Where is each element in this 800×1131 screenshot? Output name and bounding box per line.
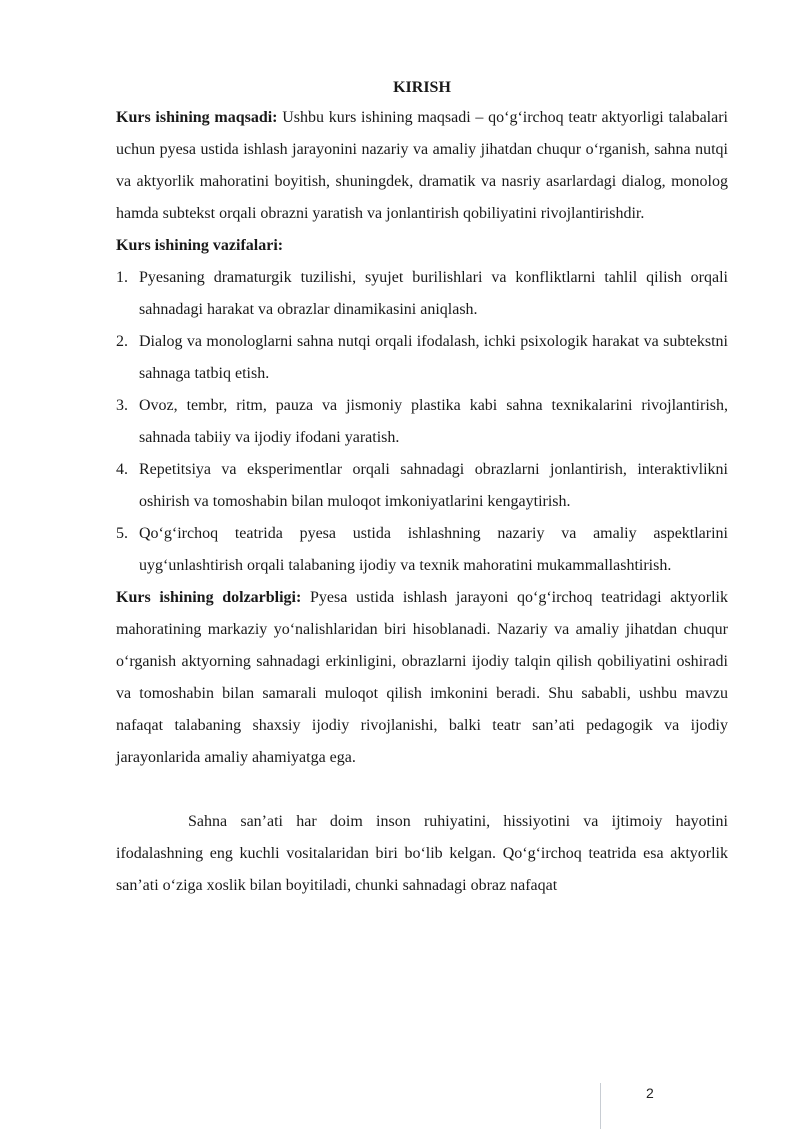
relevance-text: Pyesa ustida ishlash jarayoni qo‘g‘irchoq teatridagi aktyorlik mahoratining markaziy yo‘nalishlaridan biri hisoblanadi. Nazariy va amaliy jihatdan chuqur o‘rganish aktyorning sahnadagi erkinligini, obrazlarni ijodiy talqin qilish qobiliyatini oshiradi va tomoshabin bilan samarali muloqot qilish imkonini beradi. Shu sababli, ushbu mavzu nafaqat talabaning shaxsiy ijodiy rivojlanishi, balki teatr san’ati pedagogik va ijodiy jarayonlarida amaliy ahamiyatga ega. [116,589,729,766]
goal-label: Kurs ishining maqsadi: [116,109,278,126]
goal-paragraph [116,102,728,230]
paragraph-spacer [116,774,728,806]
goal-text: Ushbu kurs ishining maqsadi – qo‘g‘irchoq teatr aktyorligi talabalari uchun pyesa ustida ishlash jarayonini nazariy va amaliy jihatdan chuqur o‘rganish, sahna nutqi va aktyorlik mahoratini boyitish, shuningdek, dramatik va nasriy asarlardagi dialog, monolog hamda subtekst orqali obrazni yaratish va jonlantirish qobiliyatini rivojlantirishdir. [116,109,728,222]
list-item-number: 4. [116,461,128,478]
tasks-heading: Kurs ishining vazifalari: [116,237,284,254]
list-item [116,262,728,326]
list-item [116,454,728,518]
list-item-text: Qo‘g‘irchoq teatrida pyesa ustida ishlashning nazariy va amaliy aspektlarini uyg‘unlashtirish orqali talabaning ijodiy va texnik mahoratini mukammallashtirish. [139,525,728,574]
document-page [116,76,728,902]
tasks-list [116,262,728,582]
list-item [116,390,728,454]
list-item-number: 2. [116,333,128,350]
list-item-number: 5. [116,525,128,542]
list-item-text: Repetitsiya va eksperimentlar orqali sahnadagi obrazlarni jonlantirish, interaktivlikni oshirish va tomoshabin bilan muloqot imkoniyatlarini kengaytirish. [139,461,728,510]
relevance-label: Kurs ishining dolzarbligi: [116,589,302,606]
list-item-text: Dialog va monologlarni sahna nutqi orqali ifodalash, ichki psixologik harakat va subtekstni sahnaga tatbiq etish. [139,333,728,382]
body-paragraph: Sahna san’ati har doim inson ruhiyatini, hissiyotini va ijtimoiy hayotini ifodalashning eng kuchli vositalaridan biri bo‘lib kelgan. Qo‘g‘irchoq teatrida esa aktyorlik san’ati o‘ziga xoslik bilan boyitiladi, chunki sahnadagi obraz nafaqat [116,813,728,894]
list-item [116,518,728,582]
list-item-number: 1. [116,269,128,286]
list-item [116,326,728,390]
list-item-text: Ovoz, tembr, ritm, pauza va jismoniy plastika kabi sahna texnikalarini rivojlantirish, sahnada tabiiy va ijodiy ifodani yaratish. [139,397,728,446]
list-item-number: 3. [116,397,128,414]
page-number-divider [600,1083,601,1129]
page-number: 2 [646,1085,654,1101]
page-title: KIRISH [393,79,451,96]
relevance-paragraph [116,582,728,774]
list-item-text: Pyesaning dramaturgik tuzilishi, syujet burilishlari va konfliktlarni tahlil qilish orqali sahnadagi harakat va obrazlar dinamikasini aniqlash. [139,269,728,318]
